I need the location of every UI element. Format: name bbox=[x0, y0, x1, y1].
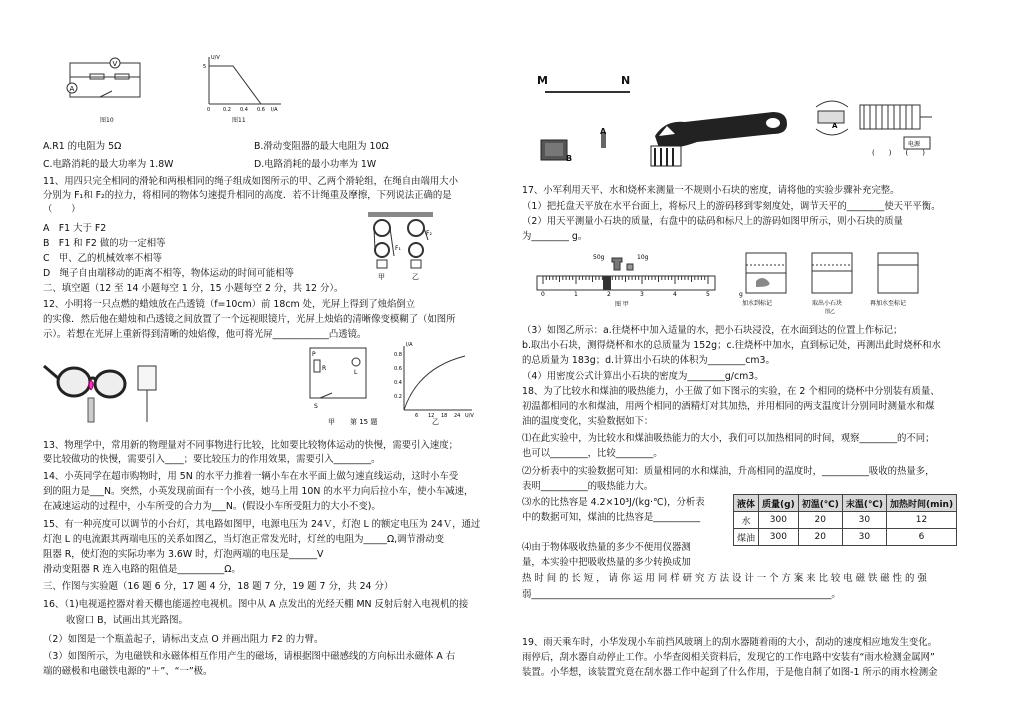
fig15-axis-x: U/V bbox=[465, 413, 474, 419]
q18-line: ⑷由于物体吸收热量的多少不便用仪器测 bbox=[522, 542, 691, 553]
q12-line: 12、小明将一只点燃的蜡烛放在凸透镜（f=10cm）前 18cm 处，光屏上得到了烛焰倒立 bbox=[43, 299, 416, 310]
q18-line: 弱________________________________________________________________。 bbox=[522, 589, 841, 600]
q11-option: B F1 和 F2 做的功一定相等 bbox=[43, 238, 166, 249]
table-cell: 30 bbox=[842, 529, 886, 546]
pulley-icon bbox=[375, 243, 389, 257]
option-d: D.电路消耗的最小功率为 1W bbox=[254, 159, 377, 170]
ruler-tick-label: 5 bbox=[706, 291, 710, 298]
fig11-tick-y: 5 bbox=[203, 64, 207, 70]
q17-line: （1）把托盘天平放在水平台面上，将标尺上的游码移到零刻度处，调节天平的________使天平平衡。 bbox=[522, 201, 941, 212]
q17-line: 的总质量为 183g；d.计算出小石块的体积为________cm3。 bbox=[522, 355, 775, 366]
mass-10g: 10g bbox=[637, 254, 649, 261]
pulley-icon bbox=[409, 243, 423, 257]
q16-line: 端的磁极和电磁铁电源的“＋”、“一”极。 bbox=[43, 666, 213, 677]
bottle-opener-figure bbox=[645, 98, 795, 170]
table-row bbox=[734, 529, 957, 546]
q18-line: ⑶水的比热容是 4.2×10³J/(kg·℃)，分析表 bbox=[522, 497, 705, 508]
section-2-title: 二、填空题（12 至 14 小题每空 1 分，15 小题每空 2 分，共 12 分）。 bbox=[43, 283, 344, 294]
beaker-3-label: 再加水至标记 bbox=[870, 300, 907, 307]
lamp-icon bbox=[352, 358, 360, 366]
q13-line: 13、物理学中，常用新的物理量对不同事物进行比较，比如要比较物体运动的快慢，需要引入速度； bbox=[43, 440, 459, 451]
fig11-axis-y: U/V bbox=[211, 55, 220, 61]
glasses-candle-figure bbox=[42, 352, 167, 432]
q16-line: （3）如图所示，为电磁铁和永磁体相互作用产生的磁场，请根据图中磁感线的方向标出永磁体 A 右 bbox=[43, 651, 456, 662]
ruler-label: 图 甲 bbox=[615, 301, 629, 308]
q11-option: A F1 大于 F2 bbox=[43, 223, 107, 234]
q12-line: 示）。若想在光屏上重新得到清晰的烛焰像，他可将光屏____________凸透镜。 bbox=[43, 329, 367, 340]
pulley-f1: F₁ bbox=[395, 245, 401, 252]
ruler-tick-label: 4 bbox=[673, 291, 677, 298]
heating-data-table bbox=[733, 494, 957, 546]
svg-text:R: R bbox=[322, 365, 327, 372]
q17-line: b.取出小石块，测得烧杯和水的总质量为 152g；c.往烧杯中加水，直到标记处，再测出此时烧杯和水 bbox=[522, 340, 941, 351]
ceiling-mn-line bbox=[545, 91, 630, 93]
q14-line: 到的阻力是___N。突然，小英发现前面有一个小孩，她马上用 10N 的水平力向后拉小车，使小车减速， bbox=[43, 486, 474, 497]
rider-icon bbox=[603, 276, 611, 290]
pulley-icon bbox=[374, 220, 390, 236]
q18-line: 初温都相同的水和煤油，用两个相同的酒精灯对其加热，并用相同的两支温度计分别同时测量水和煤 bbox=[522, 401, 935, 412]
svg-text:V: V bbox=[112, 60, 118, 68]
q18-line: 量，本实验中把吸收热量的多少转换成加 bbox=[522, 557, 691, 568]
q17-line: 17、小军利用天平、水和烧杯来测量一不规则小石块的密度，请将他的实验步骤补充完整。 bbox=[522, 185, 900, 196]
svg-text:0.4: 0.4 bbox=[394, 380, 402, 386]
ruler-tick-label: g bbox=[739, 291, 743, 298]
table-cell: 300 bbox=[759, 512, 799, 529]
svg-text:A: A bbox=[69, 85, 75, 93]
pulley-f2: F₂ bbox=[426, 230, 432, 237]
q17-line: （4）用密度公式计算出小石块的密度为________g/cm3。 bbox=[522, 371, 764, 382]
magnet-paren: ( ) ( ) bbox=[872, 149, 925, 157]
circuit-graph-fig15 bbox=[300, 338, 480, 430]
option-a: A.R1 的电阻为 5Ω bbox=[43, 141, 122, 152]
fig11-tick-x: 0.2 bbox=[223, 107, 231, 113]
svg-text:S: S bbox=[314, 403, 318, 410]
q18-line: 也可以________，比较________。 bbox=[522, 448, 663, 459]
fig15-axis-y: I/A bbox=[406, 342, 413, 348]
pulley-jia: 甲 bbox=[378, 273, 385, 281]
q11-line: 分别为 F₁和 F₂的拉力，将相同的物体匀速提升相同的高度．若不计绳重及摩擦，下列说法正确的是 bbox=[43, 190, 452, 201]
label-m: M bbox=[537, 74, 548, 87]
q18-line: 油的温度变化，实验数据如下： bbox=[522, 416, 654, 427]
q16-line: 收窗口 B，试画出其光路图。 bbox=[66, 615, 188, 626]
electromagnet-figure bbox=[812, 95, 947, 160]
svg-text:12: 12 bbox=[428, 413, 435, 419]
beaker-2-label: 取出小石块 bbox=[812, 300, 843, 307]
balance-weights-ruler bbox=[535, 250, 743, 310]
q15-line: 15、有一种亮度可以调节的小台灯，其电路如图甲，电源电压为 24Ｖ，灯泡 L 的额定电压为 24Ｖ，通过 bbox=[43, 519, 481, 530]
flame-icon bbox=[89, 380, 93, 390]
table-cell: 20 bbox=[798, 512, 842, 529]
q18-line: ⑴在此实验中，为比较水和煤油吸热能力的大小，我们可以加热相同的时间，观察________的不同； bbox=[522, 433, 935, 444]
ruler-tick-label: 2 bbox=[607, 291, 611, 298]
q16-line: 16、（1)电视遥控器对着天棚也能遥控电视机。图中从 A 点发出的光经天棚 MN 反射后射入电视机的接 bbox=[43, 599, 469, 610]
table-header-row bbox=[734, 495, 957, 512]
table-cell: 300 bbox=[759, 529, 799, 546]
q11-line: 11、用四只完全相同的滑轮和两根相同的绳子组成如图所示的甲、乙两个滑轮组，在绳自由端用大小 bbox=[43, 176, 459, 187]
q14-line: 14、小英同学在超市购物时，用 5N 的水平力推着一辆小车在水平面上做匀速直线运动，这时小车受 bbox=[43, 471, 459, 482]
table-header-cell: 初温(℃) bbox=[798, 495, 842, 512]
option-b: B.滑动变阻器的最大电阻为 10Ω bbox=[254, 141, 389, 152]
table-cell: 6 bbox=[886, 529, 956, 546]
table-header-cell: 末温(℃) bbox=[842, 495, 886, 512]
weight-50g-icon bbox=[612, 258, 622, 270]
beakers-figure bbox=[740, 245, 935, 315]
q11-option: C 甲、乙的机械效率不相等 bbox=[43, 253, 163, 264]
label-n: N bbox=[621, 74, 631, 87]
graph-fig11 bbox=[195, 52, 285, 114]
fig15-label: 第 15 题 bbox=[350, 418, 378, 426]
fig11-tick-x: 0 bbox=[207, 107, 211, 113]
svg-text:0.6: 0.6 bbox=[394, 366, 402, 372]
pulley-yi: 乙 bbox=[412, 273, 419, 281]
q12-line: 的实像．然后他在蜡烛和凸透镜之间放置了一个远视眼镜片，光屏上烛焰的清晰像变模糊了（如图所 bbox=[43, 314, 456, 325]
table-header-cell: 加热时间(min) bbox=[886, 495, 956, 512]
q17-line: 为________ g。 bbox=[522, 231, 588, 242]
circuit-diagram-fig10 bbox=[60, 55, 150, 120]
mass-50g: 50g bbox=[593, 254, 605, 261]
q19-line: 雨停后，刮水器自动停止工作。小华查阅相关资料后，发现它的工作电路中安装有“雨水检测金属网” bbox=[522, 652, 935, 663]
svg-text:6: 6 bbox=[415, 413, 419, 419]
label-a: A bbox=[600, 127, 607, 136]
section-3-title: 三、作图与实验题（16 题 6 分，17 题 4 分，18 题 7 分，19 题 7 分，共 24 分） bbox=[43, 581, 394, 592]
q11-line: （ ） bbox=[43, 204, 81, 215]
q11-option: D 绳子自由端移动的距离不相等，物体运动的时间可能相等 bbox=[43, 268, 294, 279]
svg-text:L: L bbox=[354, 369, 358, 376]
q15-line: 阻器 R，使灯泡的实际功率为 3.6W 时，灯泡两端的电压是______V bbox=[43, 549, 324, 560]
ruler-tick-label: 1 bbox=[574, 291, 578, 298]
table-header-cell: 质量(g) bbox=[759, 495, 799, 512]
svg-text:0.2: 0.2 bbox=[394, 394, 402, 400]
svg-text:0.8: 0.8 bbox=[394, 352, 402, 358]
ruler-tick-label: 0 bbox=[541, 291, 545, 298]
fig11-tick-x: 0.4 bbox=[240, 107, 248, 113]
fig11-axis-x: I/A bbox=[271, 107, 278, 113]
svg-text:24: 24 bbox=[454, 413, 461, 419]
q16-line: （2）如图是一个瓶盖起子，请标出支点 O 并画出阻力 F2 的力臂。 bbox=[43, 634, 324, 645]
table-cell: 20 bbox=[798, 529, 842, 546]
q18-line: 热 时 间 的 长 短 ， 请 你 运 用 同 样 研 究 方 法 设 计 一 个 方 案 来 比 较 电 磁 铁 磁 性 的 强 bbox=[522, 573, 927, 584]
q18-line: 中的数据可知，煤油的比热容是__________ bbox=[522, 512, 701, 523]
svg-text:18: 18 bbox=[441, 413, 448, 419]
svg-text:P: P bbox=[312, 351, 316, 358]
q17-line: （3）如图乙所示：a.往烧杯中加入适量的水，把小石块浸没，在水面到达的位置上作标记； bbox=[522, 325, 903, 336]
q18-line: ⑵分析表中的实验数据可知：质量相同的水和煤油，升高相同的温度时，__________吸收的热量多， bbox=[522, 466, 935, 477]
q18-line: 18、为了比较水和煤油的吸热能力，小王做了如下图示的实验，在 2 个相同的烧杯中分别装有质量、 bbox=[522, 386, 940, 397]
beaker-fig-label: 图乙 bbox=[825, 309, 836, 315]
table-row bbox=[734, 512, 957, 529]
q19-line: 装置。小华想，该装置究竟在刮水器工作中起到了什么作用，于是他自制了如图-1 所示的雨水检测金 bbox=[522, 667, 938, 678]
table-cell: 12 bbox=[886, 512, 956, 529]
weight-10g-icon bbox=[627, 264, 633, 270]
q14-line: 在减速运动的过程中，小车所受的合力为___N。(假设小车所受阻力的大小不变)。 bbox=[43, 501, 381, 512]
table-cell: 煤油 bbox=[734, 529, 759, 546]
fig11-label: 图11 bbox=[232, 117, 246, 124]
q18-line: 表明__________的吸热能力大。 bbox=[522, 481, 654, 492]
label-b: B bbox=[566, 154, 573, 163]
ruler-tick-label: 3 bbox=[640, 291, 644, 298]
fig15-yi: 乙 bbox=[432, 418, 439, 426]
fig11-tick-x: 0.6 bbox=[257, 107, 265, 113]
q17-line: （2）用天平测量小石块的质量，右盘中的砝码和标尺上的游码如图甲所示，则小石块的质量 bbox=[522, 216, 903, 227]
q19-line: 19、雨天乘车时，小华发现小车前挡风玻璃上的刮水器随着雨的大小，刮动的速度相应地发生变化。 bbox=[522, 637, 938, 648]
fig10-label: 图10 bbox=[100, 117, 114, 124]
q13-line: 要比较做功的快慢，需要引入____；要比较压力的作用效果，需要引入________。 bbox=[43, 454, 381, 465]
table-cell: 水 bbox=[734, 512, 759, 529]
q15-line: 滑动变阻器 R 连入电路的阻值是__________Ω。 bbox=[43, 564, 241, 575]
magnet-a: A bbox=[832, 122, 838, 130]
q15-line: 灯泡 L 的电流跟其两端电压的关系如图乙，当灯泡正常发光时，灯丝的电阻为_____Ω,调节滑动变 bbox=[43, 534, 445, 545]
pulley-diagram bbox=[368, 210, 438, 282]
pulley-icon bbox=[408, 220, 424, 236]
fig15-jia: 甲 bbox=[328, 418, 335, 426]
beaker-1-label: 加水到标记 bbox=[742, 300, 773, 307]
table-header-cell: 液体 bbox=[734, 495, 759, 512]
option-c: C.电路消耗的最大功率为 1.8W bbox=[43, 159, 174, 170]
magnet-power: 电源 bbox=[908, 141, 921, 148]
table-cell: 30 bbox=[842, 512, 886, 529]
